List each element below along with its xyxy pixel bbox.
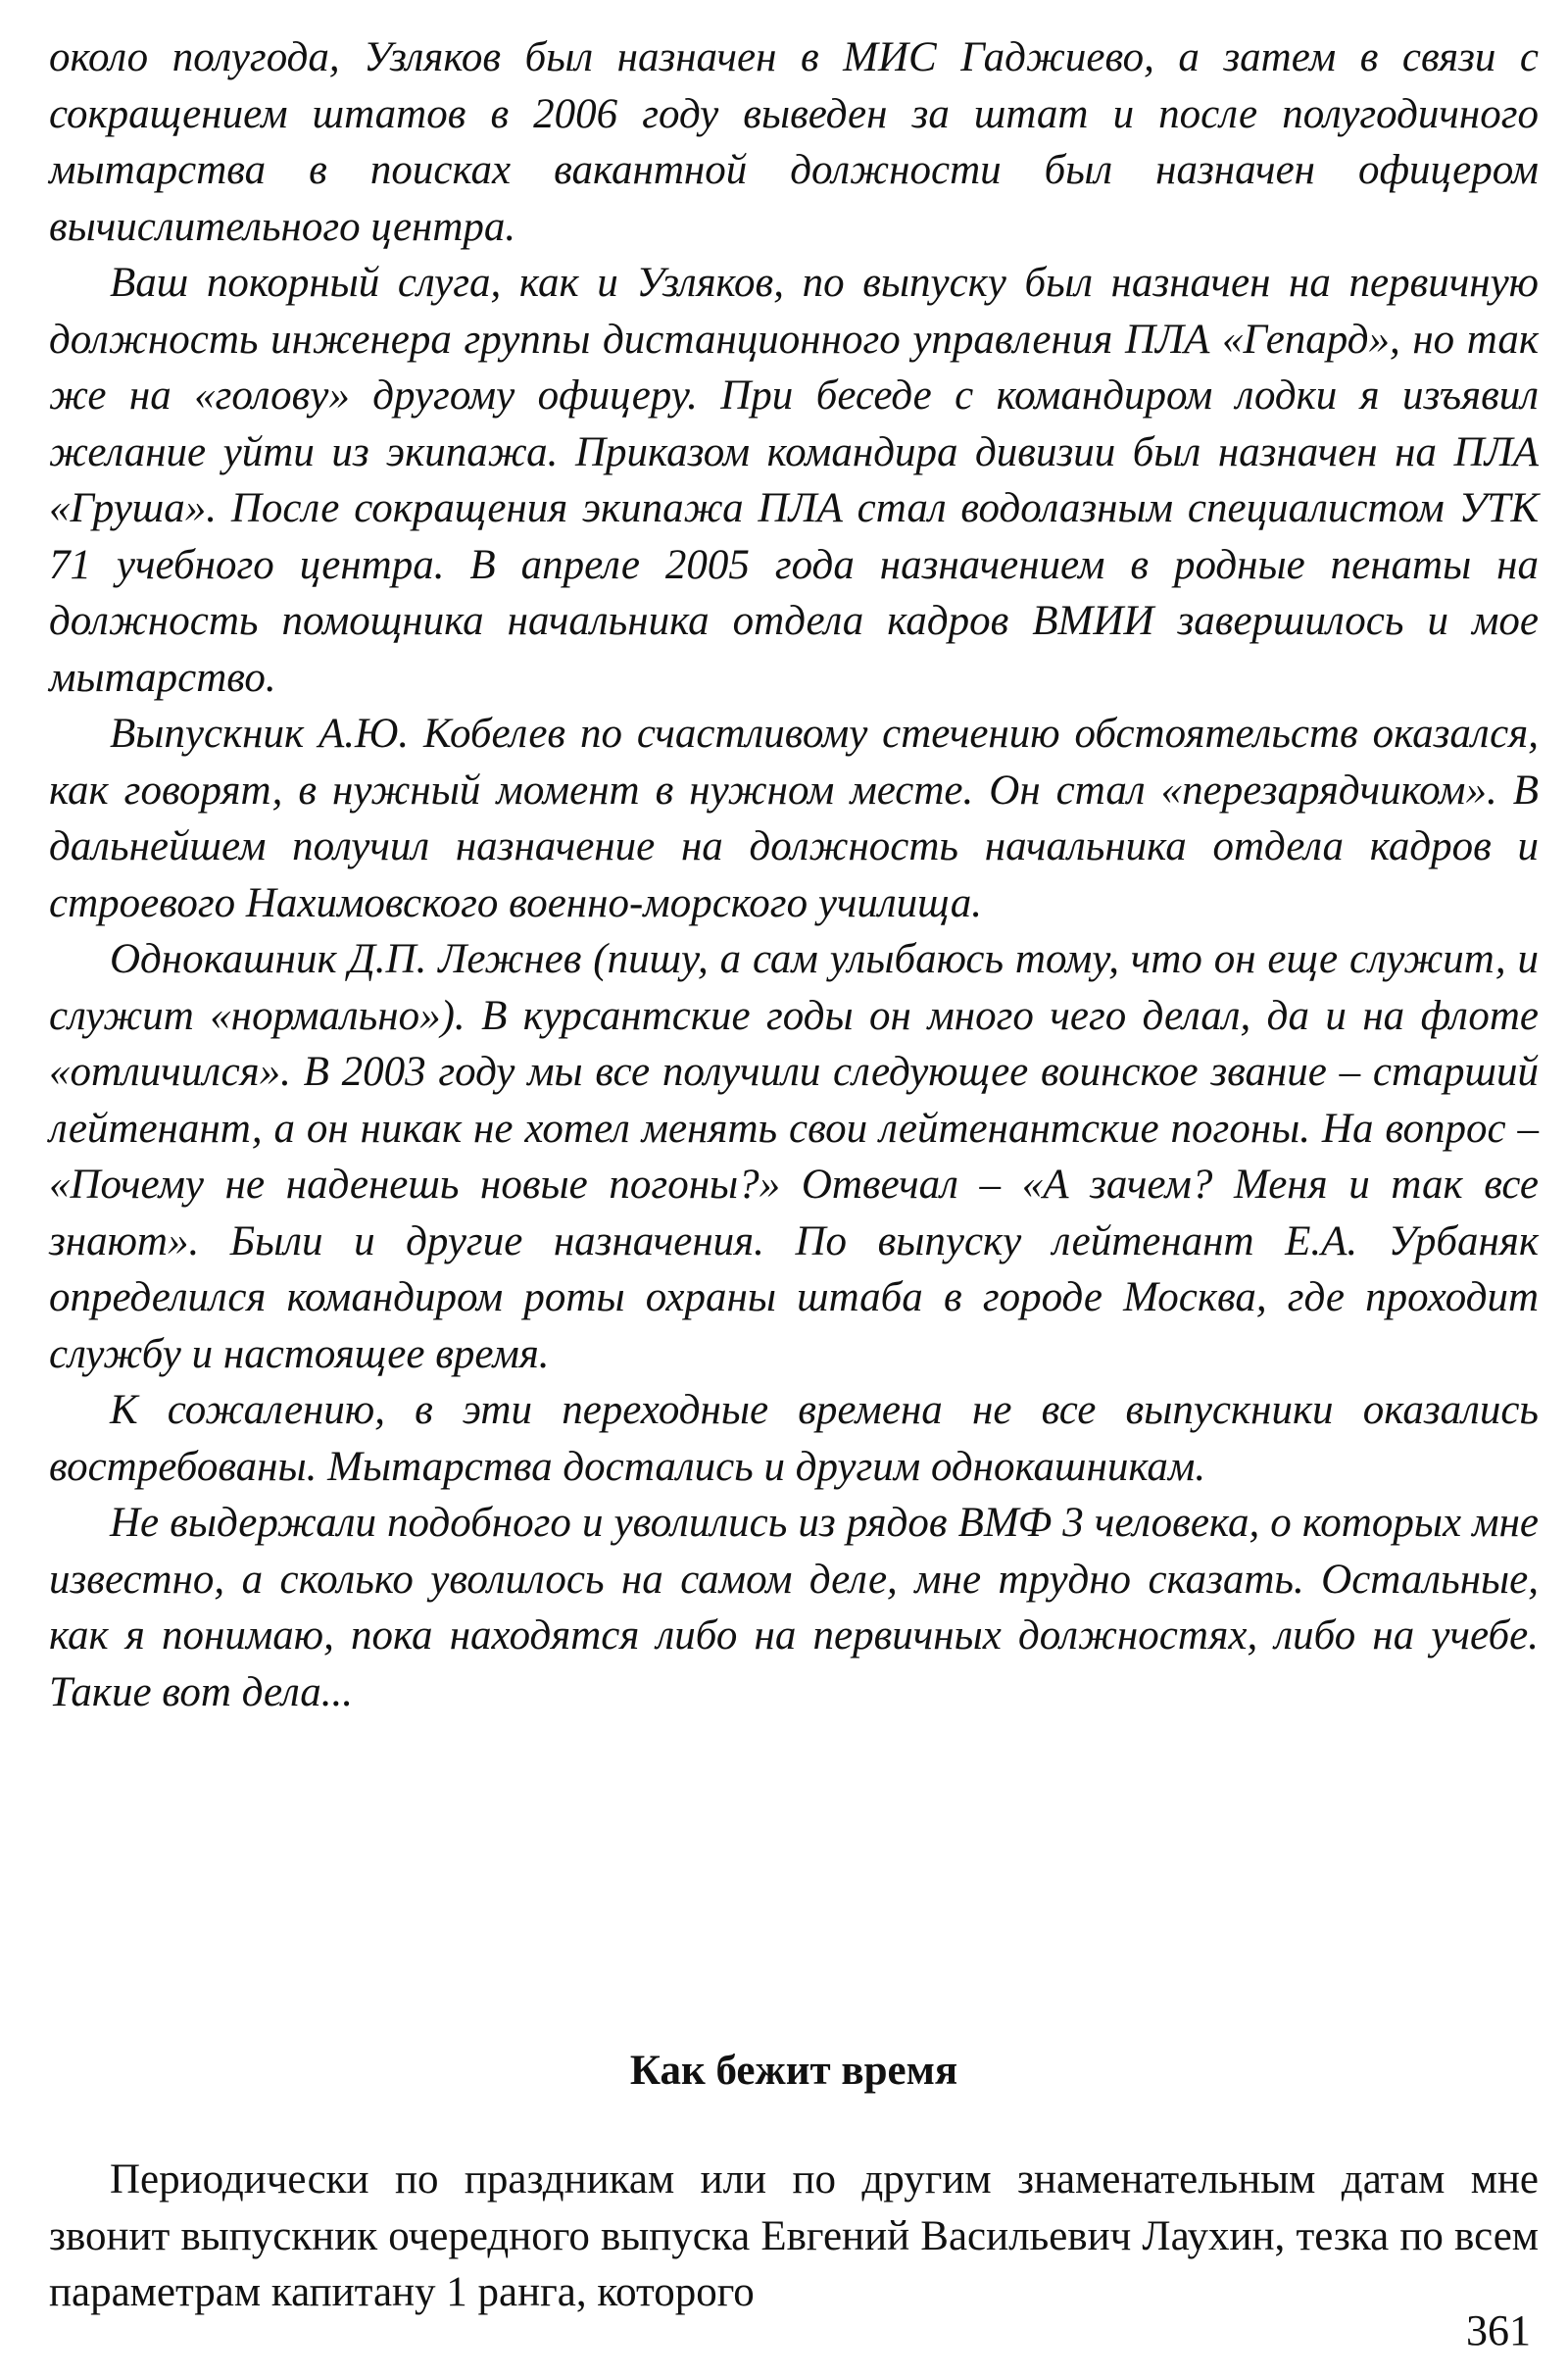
paragraph-2: Ваш покорный слуга, как и Узляков, по выпуску был назначен на первичную должность инженера группы дистанционного управления ПЛА «Гепард», но так же на «голову» другому офицеру. При беседе с командиром лодки я изъявил желание уйти из экипажа. Приказом командира дивизии был назначен на ПЛА «Груша». После сокращения экипажа ПЛА стал водолазным специалистом УТК 71 учебного центра. В апреле 2005 года назначением в родные пенаты на должность помощника начальника отдела кадров ВМИИ завершилось и мое мытарство. bbox=[49, 260, 1539, 701]
paragraph-6: Не выдержали подобного и уволились из рядов ВМФ 3 человека, о которых мне известно, а сколько уволилось на самом деле, мне трудно сказать. Остальные, как я понимаю, пока находятся либо на первичных должностях, либо на учебе. Такие вот дела... bbox=[49, 1500, 1539, 1715]
italic-text-block bbox=[49, 29, 1539, 1720]
section-title: Как бежит время bbox=[629, 2048, 958, 2094]
book-page bbox=[49, 29, 1539, 2362]
paragraph-4: Однокашник Д.П. Лежнев (пишу, а сам улыбаюсь тому, что он еще служит, и служит «нормально»). В курсантские годы он много чего делал, да и на флоте «отличился». В 2003 году мы все получили следующее воинское звание – старший лейтенант, а он никак не хотел менять свои лейтенантские погоны. На вопрос – «Почему не наденешь новые погоны?» Отвечал – «А зачем? Меня и так все знают». Были и другие назначения. По выпуску лейтенант Е.А. Урбаняк определился командиром роты охраны штаба в городе Москва, где проходит службу и настоящее время. bbox=[49, 936, 1539, 1377]
page-number: 361 bbox=[1466, 2306, 1531, 2354]
paragraph-5: К сожалению, в эти переходные времена не все выпускники оказались востребованы. Мытарства достались и другим однокашникам. bbox=[49, 1387, 1539, 1490]
section-body-paragraph: Периодически по праздникам или по другим знаменательным датам мне звонит выпускник очередного выпуска Евгений Васильевич Лаухин, тезка по всем параметрам капитану 1 ранга, которого bbox=[49, 2156, 1539, 2315]
paragraph-1: около полугода, Узляков был назначен в МИС Гаджиево, а затем в связи с сокращением штатов в 2006 году выведен за штат и после полугодичного мытарства в поисках вакантной должности был назначен офицером вычислительного центра. bbox=[49, 34, 1539, 250]
paragraph-3: Выпускник А.Ю. Кобелев по счастливому стечению обстоятельств оказался, как говорят, в нужный момент в нужном месте. Он стал «перезарядчиком». В дальнейшем получил назначение на должность начальника отдела кадров и строевого Нахимовского военно-морского училища. bbox=[49, 711, 1539, 926]
